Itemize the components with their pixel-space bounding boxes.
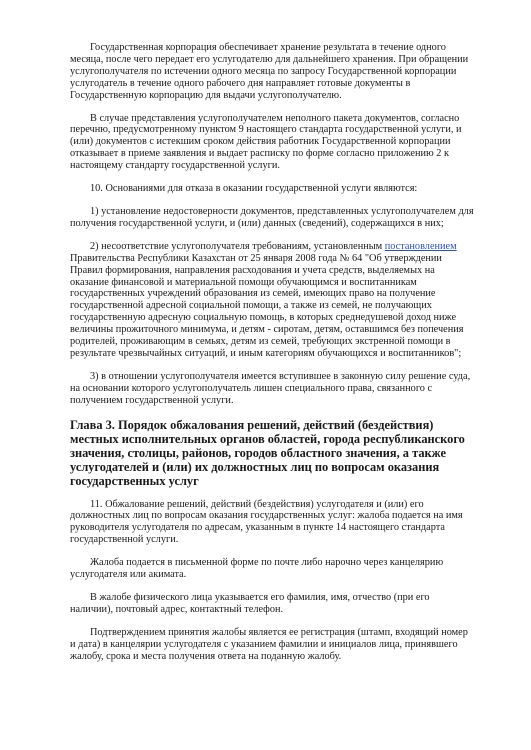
paragraph-ground-2-end: Правительства Республики Казахстан от 25 января 2008 года № 64 "Об утверждении Правил формирования, направления расходования и учета средств, выделяемых на оказание финансовой и материальной помощи обучающимся и воспитанникам государственных учреждений образования из семей, имеющих право на получение государственной адресной социальной помощи, а также из семей, не получающих государственную адресную социальную помощь, в которых среднедушевой доход ниже величины прожиточного минимума, и детям - сиротам, детям, оставшимся без попечения родителей, проживающим в семьях, детям из семей, требующих экстренной помощи в результате чрезвычайных ситуаций, и иным категориям обучающихся и воспитанников";	[70, 252, 464, 359]
spacer	[70, 546, 475, 557]
spacer	[70, 488, 475, 499]
spacer	[70, 230, 475, 241]
paragraph-complaint-registration: Подтверждением принятия жалобы является ее регистрация (штамп, входящий номер и дата) в канцелярии услугодателя с указанием фамилии и инициалов лица, принявшего жалобу, срока и места получения ответа на поданную жалобу.	[70, 626, 468, 662]
spacer	[70, 172, 475, 183]
spacer	[70, 581, 475, 592]
spacer	[70, 195, 475, 206]
paragraph-complaint-form: Жалоба подается в письменной форме по почте либо нарочно через канцелярию услугодателя или акимата.	[70, 557, 444, 581]
chapter-3-heading: Глава 3. Порядок обжалования решений, действий (бездействия) местных исполнительных органов областей, города республиканского значения, столицы, районов, городов областного значения, а также услугодателей и (или) их должностных лиц по вопросам оказания государственных услуг	[70, 417, 465, 488]
paragraph-ground-1: 1) установление недостоверности документов, представленных услугополучателем для получения государственной услуги, и (или) данных (сведений), содержащихся в них;	[70, 205, 474, 229]
paragraph-appeal: 11. Обжалование решений, действий (бездействия) услугодателя и (или) его должностных лиц по вопросам оказания государственных услуг: жалоба подается на имя руководителя услугодателя по адресам, указанным в пункте 14 настоящего стандарта государственной услуги.	[70, 498, 463, 546]
paragraph-refusal-grounds: 10. Основаниями для отказа в оказании государственной услуги являются:	[90, 183, 418, 195]
paragraph-ground-3: 3) в отношении услугополучателя имеется вступившее в законную силу решение суда, на основании которого услугополучатель лишен специального права, связанного с получением государственной услуги.	[70, 370, 471, 406]
paragraph-complaint-contents: В жалобе физического лица указывается его фамилия, имя, отчество (при его наличии), почтовый адрес, контактный телефон.	[70, 592, 430, 615]
spacer	[70, 102, 475, 113]
paragraph-storage: Государственная корпорация обеспечивает хранение результата в течение одного месяца, после чего передает его услугодателю для дальнейшего хранения. При обращении услугополучателя по истечении одного месяца по запросу Государственной корпорации услугодатель в течение одного рабочего дня направляет готовые документы в Государственную корпорацию для выдачи услугополучателю.	[70, 42, 469, 101]
resolution-link[interactable]: постановлением	[384, 240, 457, 252]
paragraph-incomplete-docs: В случае представления услугополучателем неполного пакета документов, согласно перечню, предусмотренному пунктом 9 настоящего стандарта государственной услуги, и (или) документов с истекшим сроком действия работник Государственной корпорации отказывает в приеме заявления и выдает расписку по форме согласно приложению 2 к настоящему стандарту государственной услуги.	[70, 112, 462, 172]
spacer	[70, 407, 475, 418]
spacer	[70, 616, 475, 627]
paragraph-ground-2-start: 2) несоответствие услугополучателя требованиям, установленным	[90, 240, 385, 252]
spacer	[70, 360, 475, 371]
paragraph-ground-2	[70, 241, 475, 360]
